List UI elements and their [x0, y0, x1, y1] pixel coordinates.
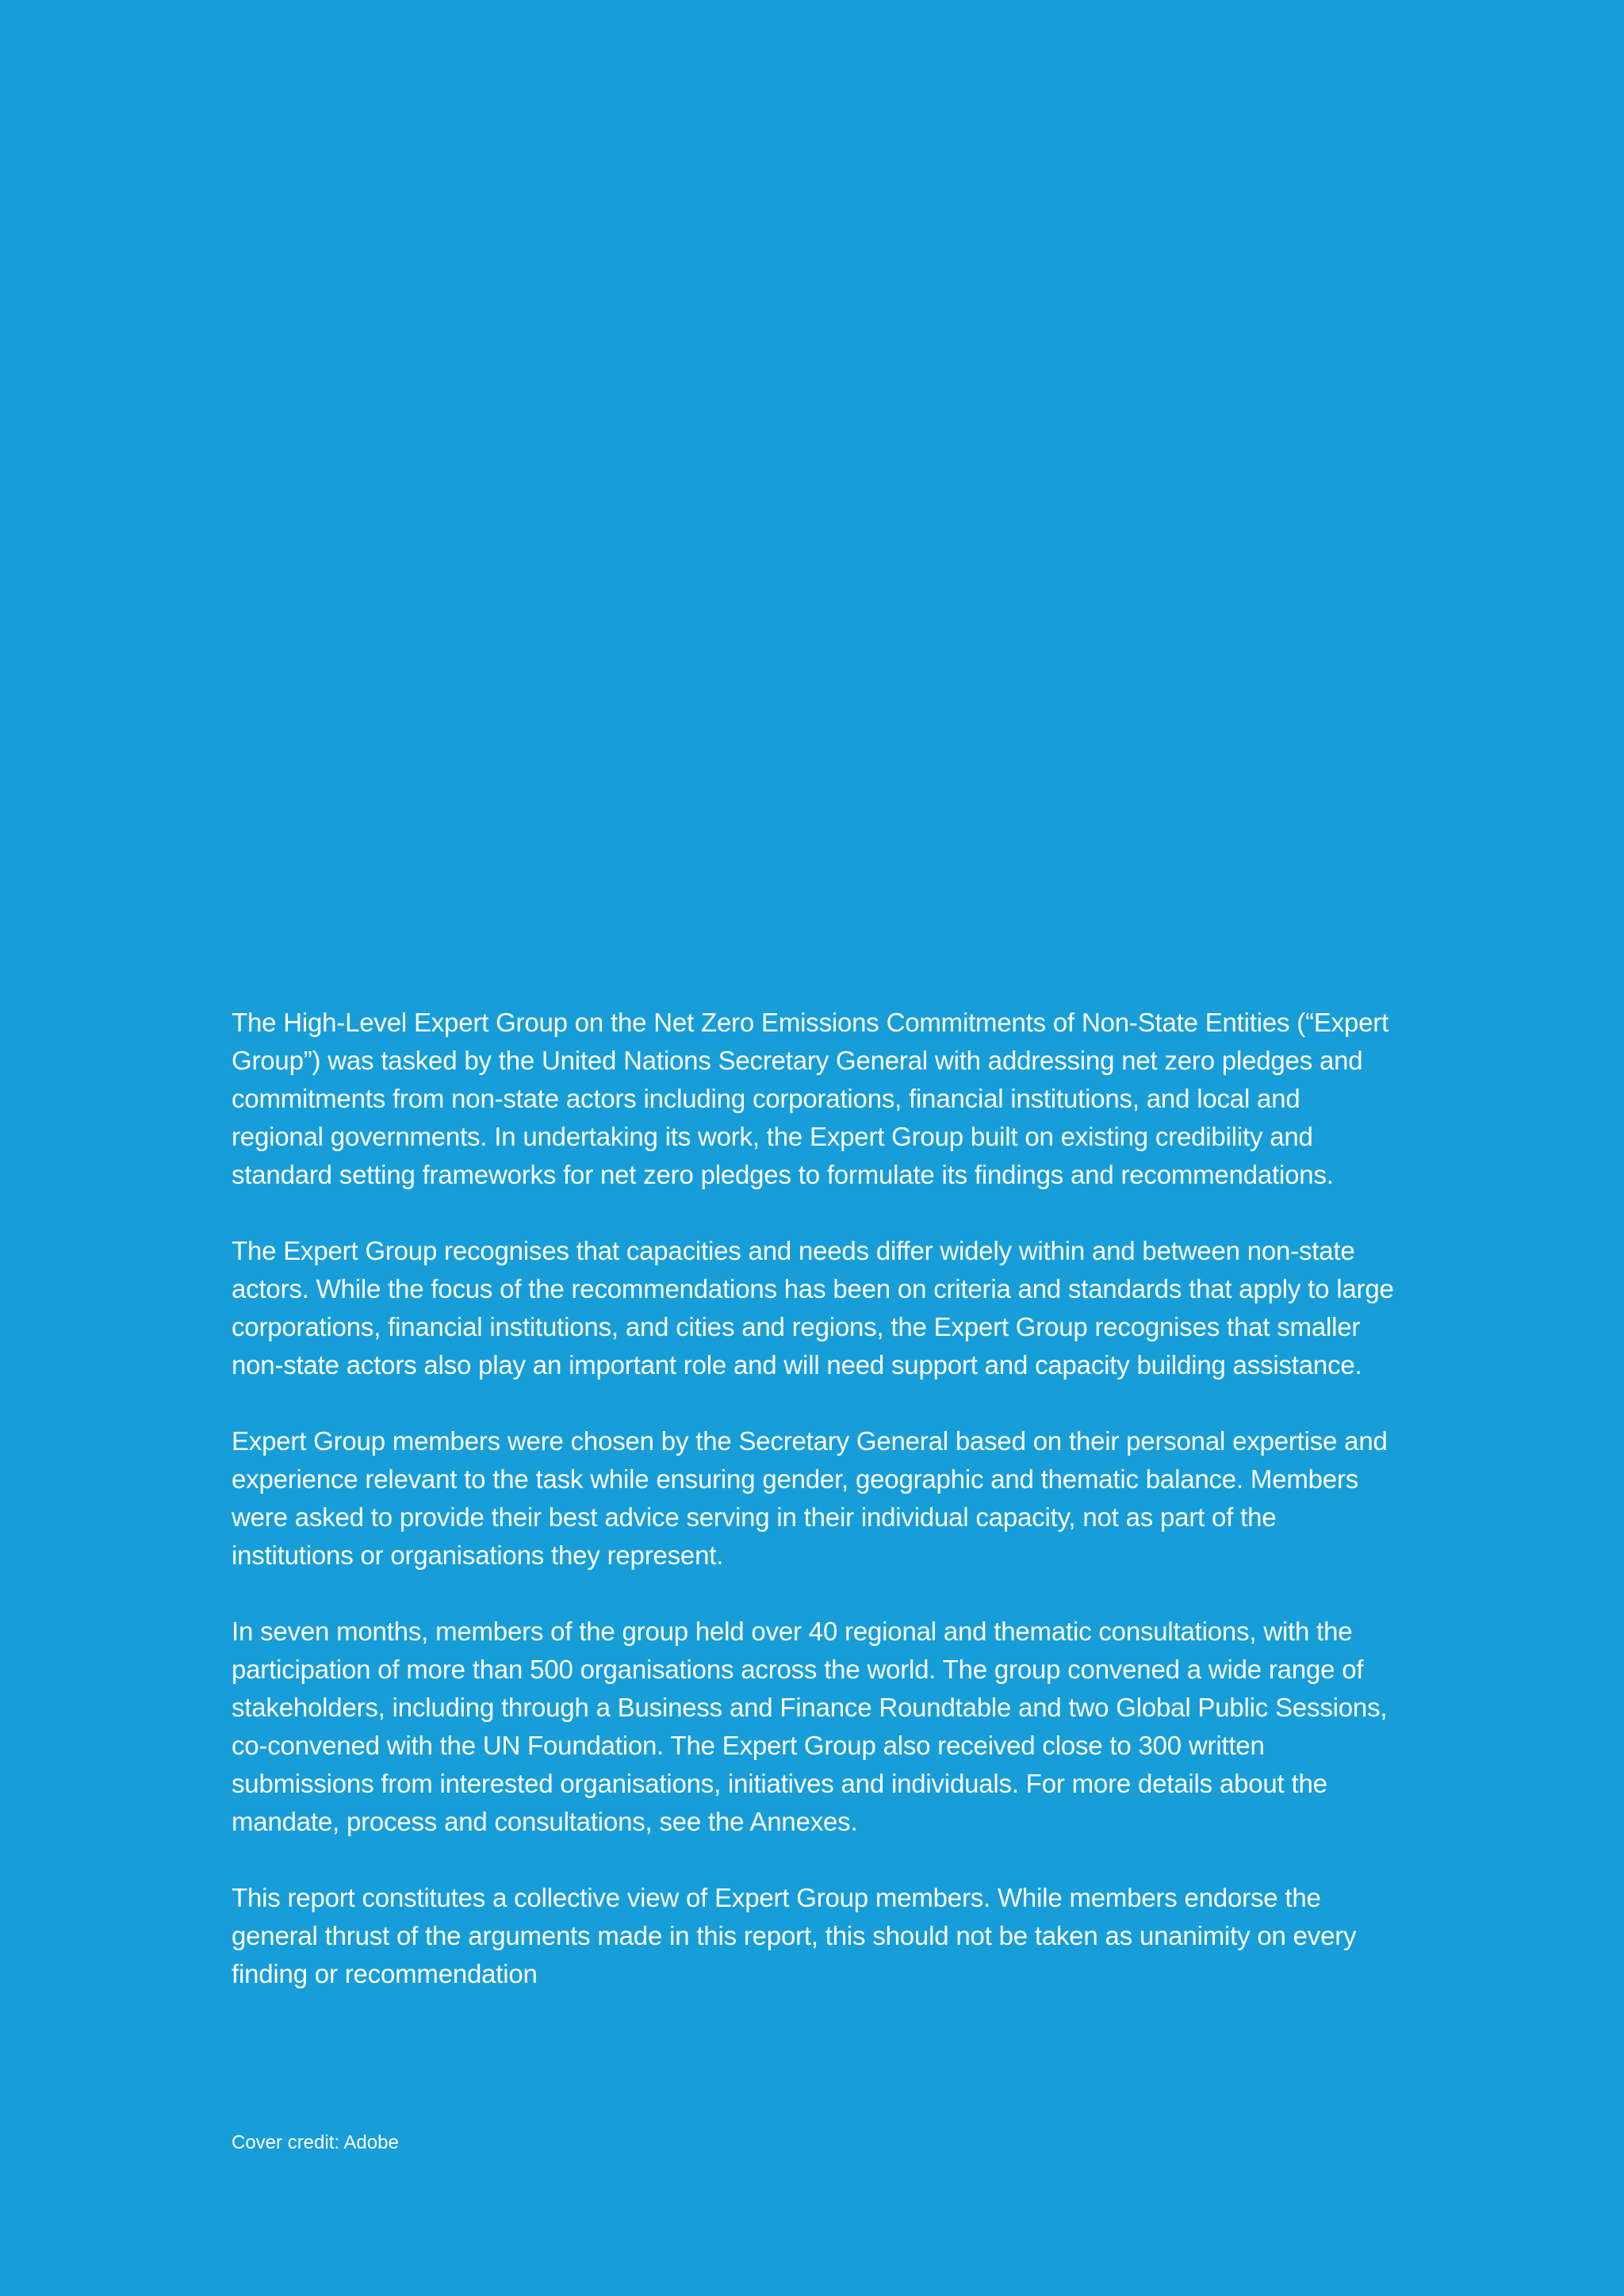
cover-credit: Cover credit: Adobe	[232, 2132, 399, 2153]
intro-paragraph-capacities: The Expert Group recognises that capacities and needs differ widely within and between non-state actors. While the focus of the recommendations has been on criteria and standards that apply to large corporations, financial institutions, and cities and regions, the Expert Group recognises that smaller non-state actors also play an important role and will need support and capacity building assistance.	[232, 1236, 1394, 1380]
intro-paragraph-collective-view: This report constitutes a collective view of Expert Group members. While members endorse the general thrust of the arguments made in this report, this should not be taken as unanimity on every finding or recommendation	[232, 1883, 1357, 1988]
intro-paragraph-members: Expert Group members were chosen by the Secretary General based on their personal expertise and experience relevant to the task while ensuring gender, geographic and thematic balance. Members were asked to provide their best advice serving in their individual capacity, not as part of the institutions or organisations they represent.	[232, 1426, 1388, 1570]
intro-paragraph-mandate: The High-Level Expert Group on the Net Zero Emissions Commitments of Non-State Entities (“Expert Group”) was tasked by the United Nations Secretary General with addressing net zero pledges and commitments from non-state actors including corporations, financial institutions, and local and regional governments. In undertaking its work, the Expert Group built on existing credibility and standard setting frameworks for net zero pledges to formulate its findings and recommendations.	[232, 1008, 1389, 1189]
report-intro-text	[232, 1004, 1397, 1993]
intro-paragraph-consultations: In seven months, members of the group held over 40 regional and thematic consultations, with the participation of more than 500 organisations across the world. The group convened a wide range of stakeholders, including through a Business and Finance Roundtable and two Global Public Sessions, co-convened with the UN Foundation. The Expert Group also received close to 300 written submissions from interested organisations, initiatives and individuals. For more details about the mandate, process and consultations, see the Annexes.	[232, 1617, 1388, 1836]
